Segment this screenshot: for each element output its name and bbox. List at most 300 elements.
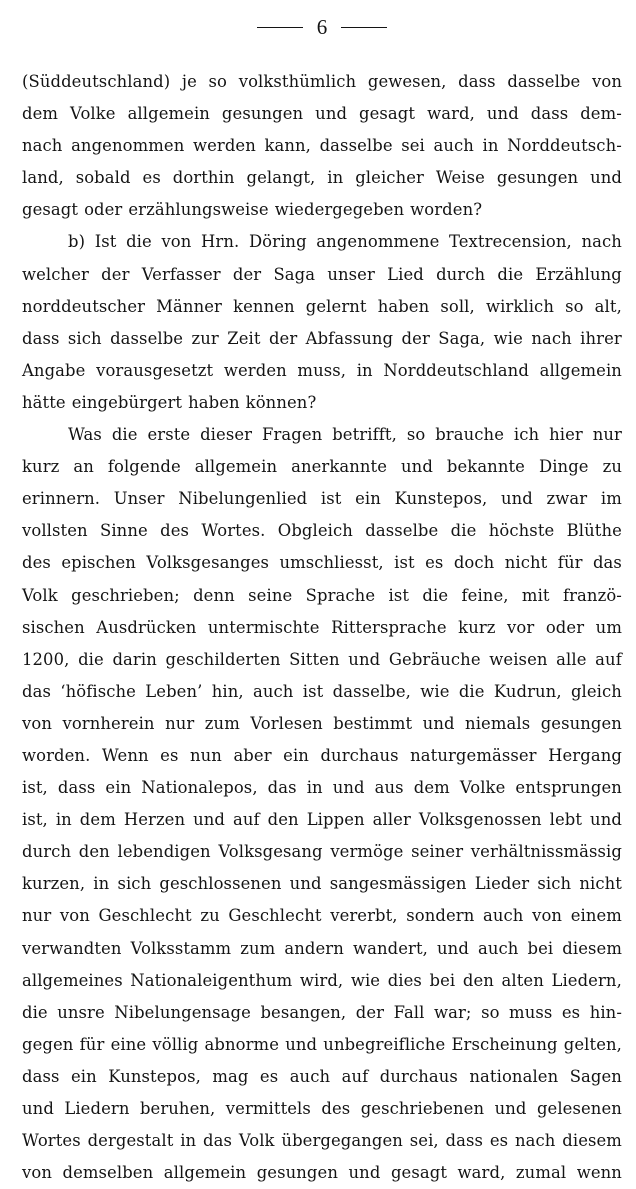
word: für <box>79 1034 105 1054</box>
word: sei, <box>409 1131 439 1151</box>
word: und <box>332 778 365 798</box>
word: vor <box>507 617 535 637</box>
word: Saga, <box>438 328 486 348</box>
word: und <box>348 649 381 669</box>
word: kennen <box>233 296 295 316</box>
word: die <box>111 425 138 445</box>
word: allgemein <box>539 360 622 380</box>
word: höchste <box>488 521 555 541</box>
word: wird, <box>299 970 344 990</box>
word: ein <box>105 778 132 798</box>
word: auf <box>595 649 622 669</box>
text-line <box>22 259 622 291</box>
word: von <box>532 906 563 926</box>
word: vererbt, <box>330 906 398 926</box>
word: Sagen <box>569 1066 622 1086</box>
word: die <box>78 649 104 669</box>
word: franzö- <box>562 585 622 605</box>
word: je <box>181 72 197 91</box>
word: gewesen, <box>367 72 447 91</box>
word: Lieder <box>474 874 530 894</box>
word: demselben <box>62 1163 154 1183</box>
word: kann, <box>264 136 311 156</box>
word: vermöge <box>330 842 404 862</box>
text-line <box>22 997 622 1029</box>
word: Nibelungensage <box>114 1002 251 1022</box>
word: Erzählung <box>535 264 622 284</box>
word: soll, <box>440 296 475 316</box>
text-line <box>22 515 622 547</box>
text-line <box>22 1157 622 1189</box>
word: und <box>500 489 533 509</box>
word: aus <box>374 778 404 798</box>
word: in <box>180 1131 197 1151</box>
word: Geschlecht <box>228 906 322 926</box>
word: unsre <box>57 1002 105 1022</box>
word: dass <box>57 778 96 798</box>
word: in <box>306 778 323 798</box>
header-rule-right <box>341 27 387 28</box>
word: sondern <box>406 906 475 926</box>
word: aber <box>233 745 272 765</box>
word: Fragen <box>261 425 323 445</box>
word: so <box>208 72 228 91</box>
text-line <box>22 98 622 130</box>
text-line <box>22 323 622 355</box>
word: dem <box>413 778 450 798</box>
word: für <box>557 553 583 573</box>
word: Weise <box>435 168 485 188</box>
word: auch <box>483 906 524 926</box>
word: es <box>425 553 444 573</box>
word: erste <box>147 425 191 445</box>
word: zu <box>602 457 622 477</box>
word: angenommene <box>316 232 440 252</box>
word: ist <box>302 681 324 701</box>
word: nur <box>592 425 622 445</box>
word: und <box>401 457 433 477</box>
word: beruhen, <box>139 1099 216 1118</box>
word: Volksgesang <box>218 842 323 862</box>
word: Was <box>68 425 102 445</box>
word: und <box>486 104 519 124</box>
word: vorausgesetzt <box>96 360 214 380</box>
word: (Süddeutschland) <box>22 72 171 91</box>
word: Blüthe <box>566 521 622 541</box>
word: aller <box>372 810 411 830</box>
word: zu <box>200 906 220 926</box>
page-header <box>22 14 622 40</box>
word: ward, <box>457 1163 506 1183</box>
word: sei <box>401 136 425 156</box>
word: an <box>73 457 94 477</box>
word: bekannte <box>446 457 525 477</box>
word: dem <box>79 810 116 830</box>
word: oder <box>545 617 585 637</box>
word: Herzen <box>123 810 186 830</box>
word: von <box>59 906 90 926</box>
word: einem <box>570 906 622 926</box>
word: mit <box>521 585 550 605</box>
text-line <box>22 1093 622 1125</box>
word: Ausdrücken <box>96 617 197 637</box>
word: alten <box>501 970 544 990</box>
word: darin <box>112 649 157 669</box>
word: umschliesst, <box>279 553 384 573</box>
word: zumal <box>515 1163 567 1183</box>
word: Vorlesen <box>250 713 323 733</box>
word: epischen <box>61 553 136 573</box>
word: wie <box>350 970 381 990</box>
word: vollsten <box>22 521 88 541</box>
word: und <box>437 938 469 958</box>
text-line <box>22 291 622 323</box>
word: Volksgesanges <box>146 553 270 573</box>
word: Nibelungenlied <box>178 489 308 509</box>
word: Norddeutsch- <box>507 136 622 156</box>
word: gleicher <box>355 168 424 188</box>
word: ist, <box>22 810 48 830</box>
text-line <box>22 66 622 98</box>
word: dass <box>458 72 496 91</box>
word: niemals <box>465 713 531 733</box>
word: unbegreifliche <box>323 1034 446 1054</box>
word: wenn <box>576 1163 622 1183</box>
word: Obgleich <box>277 521 353 541</box>
text-line <box>22 740 622 772</box>
word: zum <box>240 938 276 958</box>
word: ein <box>283 745 309 765</box>
word: muss, <box>297 360 347 380</box>
word: in <box>55 810 72 830</box>
word: so <box>481 1002 500 1022</box>
word: nach <box>581 232 622 252</box>
word: gesungen <box>221 104 304 124</box>
text-line <box>22 1125 622 1157</box>
word: auf <box>341 1066 369 1086</box>
word: und <box>422 713 455 733</box>
word: und <box>348 1163 381 1183</box>
text-line <box>22 804 622 836</box>
word: worden. <box>22 745 91 765</box>
text-line <box>22 868 622 900</box>
word: in <box>482 136 499 156</box>
word: Rittersprache <box>331 617 447 637</box>
word: diesem <box>562 938 622 958</box>
word: es <box>160 745 179 765</box>
text-line <box>22 162 622 194</box>
word: von <box>592 72 622 91</box>
header-rule-left <box>257 27 303 28</box>
word: norddeutscher <box>22 296 146 316</box>
word: Kudrun, <box>493 681 562 701</box>
word: wirklich <box>485 296 554 316</box>
text-line <box>22 965 622 997</box>
word: Liedern, <box>551 970 622 990</box>
word: oder <box>84 200 123 220</box>
word: alt, <box>594 296 622 316</box>
word: ein <box>355 489 381 509</box>
text-line <box>22 1029 622 1061</box>
word: gelten, <box>563 1034 622 1054</box>
word: Lippen <box>306 810 365 830</box>
word: übergegangen <box>281 1131 403 1151</box>
word: vornherein <box>62 713 155 733</box>
word: ist <box>388 585 410 605</box>
word: dasselbe <box>365 521 439 541</box>
word: dasselbe <box>507 72 581 91</box>
word: und <box>285 1034 318 1054</box>
word: denn <box>193 585 235 605</box>
text-line <box>22 933 622 965</box>
word: Wortes <box>22 1131 81 1151</box>
word: hin- <box>589 1002 622 1022</box>
text-line <box>22 900 622 932</box>
word: hier <box>549 425 583 445</box>
word: die <box>458 681 485 701</box>
word: die <box>450 521 477 541</box>
word: Ist <box>94 232 117 252</box>
word: mag <box>212 1066 249 1086</box>
text-line <box>22 644 622 676</box>
word: eine <box>110 1034 147 1054</box>
word: durch <box>436 264 486 284</box>
word: der <box>101 264 130 284</box>
word: Nationalepos, <box>141 778 258 798</box>
word: anerkannte <box>291 457 388 477</box>
word: das <box>592 553 622 573</box>
word: von <box>161 232 192 252</box>
word: den <box>462 970 494 990</box>
text-line <box>22 130 622 162</box>
word: und <box>22 1099 54 1118</box>
word: die <box>422 585 449 605</box>
word: das <box>203 1131 232 1151</box>
word: folgende <box>107 457 181 477</box>
word: dass <box>445 1131 484 1151</box>
word: durch <box>22 842 72 862</box>
word: Lied <box>387 264 424 284</box>
word: verwandten <box>22 938 122 958</box>
word: allgemein <box>127 104 210 124</box>
word: des <box>22 553 51 573</box>
text-line <box>22 836 622 868</box>
word: das <box>22 681 51 701</box>
word: sischen <box>22 617 85 637</box>
word: Nationaleigenthum <box>130 970 293 990</box>
word: völlig <box>152 1034 199 1054</box>
word: Wortes. <box>201 521 266 541</box>
word: wie <box>493 328 523 348</box>
word: Sinne <box>100 521 148 541</box>
word: war; <box>434 1002 472 1022</box>
word: auch <box>289 1066 331 1086</box>
word: in <box>356 360 373 380</box>
word: gesagt <box>359 104 416 124</box>
word: Sitten <box>289 649 340 669</box>
word: muss <box>509 1002 553 1022</box>
word: gegen <box>22 1034 74 1054</box>
word: um <box>595 617 622 637</box>
word: Verfasser <box>141 264 221 284</box>
word: von <box>22 713 52 733</box>
word: können? <box>245 392 317 412</box>
word: welcher <box>22 264 89 284</box>
word: allgemein <box>163 1163 247 1183</box>
word: gelesenen <box>536 1099 622 1118</box>
word: Zeit <box>227 328 261 348</box>
word: gesungen <box>540 713 622 733</box>
word: es <box>259 1066 279 1086</box>
word: geschriebenen <box>360 1099 485 1118</box>
word: Textrecension, <box>449 232 572 252</box>
word: ist <box>320 489 342 509</box>
text-line <box>22 194 622 226</box>
word: dem <box>22 104 59 124</box>
word: in <box>327 168 344 188</box>
body-text <box>22 66 622 1189</box>
word: dies <box>387 970 422 990</box>
word: die <box>497 264 524 284</box>
word: Dinge <box>538 457 589 477</box>
word: dorthin <box>172 168 235 188</box>
word: naturgemässer <box>410 745 537 765</box>
word: dass <box>530 104 569 124</box>
word: Hrn. <box>201 232 240 252</box>
word: nicht <box>579 874 622 894</box>
word: Gebräuche <box>388 649 481 669</box>
word: sangesmässigen <box>329 874 467 894</box>
word: eingebürgert <box>71 392 183 412</box>
word: es <box>561 1002 581 1022</box>
word: allgemein <box>194 457 278 477</box>
word: Unser <box>113 489 165 509</box>
word: ward, <box>427 104 475 124</box>
word: ist, <box>22 778 48 798</box>
word: Volk <box>238 1131 275 1151</box>
word: gesagt <box>390 1163 448 1183</box>
word: wiedergegeben <box>274 200 405 220</box>
word: dass <box>22 328 60 348</box>
word: die <box>22 1002 48 1022</box>
word: dasselbe, <box>332 681 411 701</box>
word: Fall <box>393 1002 425 1022</box>
word: auf <box>232 810 260 830</box>
word: Norddeutschland <box>383 360 529 380</box>
word: geschlossenen <box>159 874 282 894</box>
word: erinnern. <box>22 489 101 509</box>
word: werden <box>223 360 287 380</box>
word: nun <box>189 745 222 765</box>
word: lebendigen <box>117 842 211 862</box>
word: haben <box>377 296 430 316</box>
word: nach <box>514 1131 556 1151</box>
word: gelangt, <box>246 168 316 188</box>
word: es <box>489 1131 509 1151</box>
text-line <box>22 612 622 644</box>
word: hätte <box>22 392 66 412</box>
page-number: 6 <box>316 15 328 39</box>
word: nach <box>22 136 63 156</box>
word: und <box>289 874 322 894</box>
word: alle <box>556 649 587 669</box>
word: worden? <box>410 200 483 220</box>
word: bestimmt <box>333 713 413 733</box>
word: seiner <box>411 842 464 862</box>
word: angenommen <box>71 136 185 156</box>
word: Saga <box>273 264 316 284</box>
word: bei <box>527 938 554 958</box>
word: durchaus <box>320 745 399 765</box>
text-line <box>22 1061 622 1093</box>
word: volksthümlich <box>238 72 357 91</box>
word: andern <box>284 938 344 958</box>
word: nur <box>22 906 52 926</box>
text-line <box>22 387 622 419</box>
text-line <box>22 580 622 612</box>
word: auch <box>253 681 294 701</box>
word: lebt <box>549 810 583 830</box>
word: das <box>267 778 297 798</box>
word: nationalen <box>469 1066 559 1086</box>
text-line <box>22 451 622 483</box>
word: feine, <box>461 585 509 605</box>
word: dasselbe <box>319 136 393 156</box>
word: diesem <box>562 1131 622 1151</box>
word: ein <box>70 1066 97 1086</box>
word: erzählungsweise <box>128 200 269 220</box>
word: Hergang <box>548 745 622 765</box>
word: des <box>321 1099 351 1118</box>
word: dasselbe <box>110 328 184 348</box>
word: gesungen <box>256 1163 338 1183</box>
word: und <box>315 104 348 124</box>
word: gelernt <box>305 296 367 316</box>
word: ihrer <box>580 328 622 348</box>
word: von <box>22 1163 52 1183</box>
word: sich <box>117 874 152 894</box>
word: der <box>232 264 262 284</box>
word: doch <box>453 553 495 573</box>
word: im <box>600 489 622 509</box>
word: Sprache <box>305 585 376 605</box>
word: Kunstepos, <box>108 1066 201 1086</box>
word: wie <box>420 681 450 701</box>
word: und <box>494 1099 527 1118</box>
word: 1200, <box>22 649 70 669</box>
word: seine <box>248 585 293 605</box>
word: gesungen <box>496 168 579 188</box>
word: dieser <box>200 425 253 445</box>
text-line <box>22 483 622 515</box>
word: der <box>401 328 430 348</box>
word: Volke <box>459 778 506 798</box>
word: unser <box>327 264 375 284</box>
text-line <box>22 676 622 708</box>
word: bei <box>429 970 456 990</box>
word: so <box>406 425 426 445</box>
word: gesagt <box>22 200 79 220</box>
word: verhältnissmässig <box>470 842 622 862</box>
word: ‘höfische <box>60 681 136 701</box>
text-line <box>22 226 622 258</box>
word: Erscheinung <box>451 1034 558 1054</box>
word: nur <box>165 713 195 733</box>
word: zum <box>204 713 240 733</box>
word: haben <box>188 392 240 412</box>
word: der <box>355 1002 385 1022</box>
text-line <box>22 419 622 451</box>
